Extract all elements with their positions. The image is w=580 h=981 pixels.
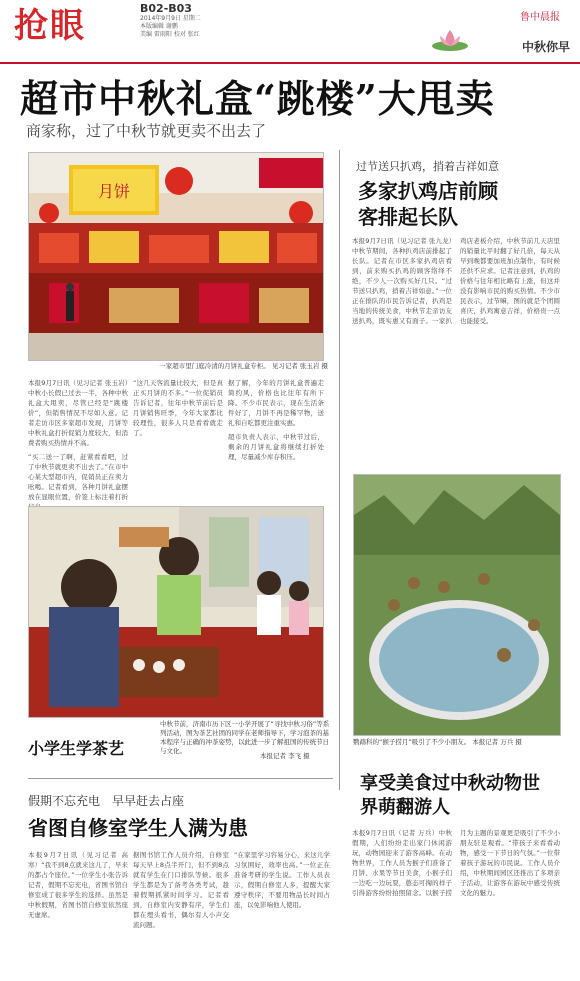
library-title: 省图自修室学生人满为患 — [28, 816, 248, 840]
lead-body-column-3 — [228, 378, 324, 500]
lead-paragraph-3: “这几天客流量比较大，但是真正买月饼的不多。”一位促销员告诉记者，往年中秋节前后是月饼销售旺季，今年大家都比较理性，很多人只是看看就走了。 — [133, 379, 223, 437]
lead-body-column-1 — [28, 378, 128, 500]
lead-subhead: 商家称，过了中秋节就更卖不出去了 — [26, 122, 267, 140]
svg-text:月饼: 月饼 — [97, 182, 131, 201]
lead-body-column-2 — [133, 378, 223, 500]
lead-headline: 超市中秋礼盒“跳楼”大甩卖 — [20, 76, 495, 121]
lotus-decoration-icon — [430, 26, 470, 52]
monkey-title: 享受美食过中秋动物世界萌翻游人 — [360, 773, 540, 818]
library-body-column-2: 据图书馆工作人员介绍，自修室每天早上8点半开门，但不到8点就有学生在门口排队等候。很多学生都是为了备考各类考试，趁着假期抓紧时间学习。记者看到，自修室内安静有序，学生们都在埋头看书，偶尔有人小声交流问题。 — [133, 851, 229, 929]
lead-paragraph-5: 超市负责人表示，中秋节过后，剩余的月饼礼盒将继续打折处理，尽量减少库存积压。 — [228, 433, 324, 461]
library-body-column-1: 本报9月7日讯（见习记者 高寒）“我不到8点就来这儿了，早来的都占个座位。”一位学生小张告诉记者，假期不忘充电，省图书馆自修室成了很多学生的选择。虽然是中秋假期，省图书馆自修室依然座无虚席。 — [28, 851, 128, 919]
chicken-kicker: 过节送只扒鸡，捎着吉祥如意 — [356, 160, 499, 173]
page-range: B02-B03 — [140, 2, 192, 15]
library-kicker: 假期不忘充电 早早赶去占座 — [28, 794, 185, 808]
library-body-column-3: “在家里学习容易分心，来这儿学习氛围好，效率也高。”一位正在准备考研的学生说。工作人员表示，假期自修室人多，提醒大家遵守秩序，不要用物品长时间占座，以免影响他人使用。 — [234, 851, 330, 909]
tea-title: 小学生学茶艺 — [28, 739, 125, 758]
monkey-caption: 鹦鹉科的“猴子捞月”吸引了不少小朋友。 本报记者 万兵 摄 — [353, 738, 522, 746]
lead-paragraph-2: “买二送一了啊，赶紧看看吧，过了中秋节就更卖不出去了。”在市中心某大型超市内，促销员正在卖力吆喝。记者看到，各种月饼礼盒摆放在显眼位置，价签上标注着打折 — [28, 453, 128, 501]
masthead-rule — [0, 62, 580, 64]
masthead-info — [140, 2, 240, 36]
section-logo: 抢眼 — [14, 6, 86, 46]
issue-date: 2014年9月9日 星期二 — [140, 15, 201, 22]
chicken-body: 本报9月7日讯（见习记者 张九龙）中秋节期间，各种扒鸡店前排起了长队。记者在市区多家扒鸡店看到，前来购买扒鸡的顾客络绎不绝，不少人一次购买好几只。“过节送只扒鸡，捎着吉祥如意。”一位正在排队的市民告诉记者，扒鸡是当地的传统美食，中秋节走亲访友送扒鸡，既实惠又有面子。一家扒鸡店老板介绍，中秋节前几天店里的销量比平时翻了好几倍，每天从早到晚都要加班加点制作，有时候还供不应求。记者注意到，扒鸡的价格与往年相比略有上涨，但这并没有影响市民的购买热情。不少市民表示，过节嘛，图的就是个团圆喜庆，扒鸡寓意吉祥，价格贵一点也能接受。 — [352, 237, 560, 325]
chicken-title: 多家扒鸡店前顾客排起长队 — [358, 179, 498, 229]
section-divider — [28, 778, 333, 779]
lead-paragraph-1: 本报9月7日讯（见习记者 张玉岩）中秋小长假已过去一半，各种中秋礼盒大甩卖，尽管已经是“跳楼价”，但销售情况不尽如人意。记者走访市区多家超市发现，月饼等中秋礼盒打折促销力度较大，但消费者购买热情并不高。 — [28, 379, 128, 447]
editor-credit: 本版编辑 谢鹏 — [140, 23, 178, 30]
tea-credit: 本报记者 李飞 摄 — [260, 752, 310, 760]
lead-paragraph-4: 据了解，今年的月饼礼盒普遍走简约风，价格也比往年有所下降。不少市民表示，现在生活条件好了，月饼不再是稀罕物，送礼和自吃都更注重实惠。 — [228, 379, 324, 427]
column-divider — [339, 150, 340, 790]
monkey-photo — [353, 474, 561, 736]
column-title: 中秋你早 — [521, 40, 570, 54]
supermarket-photo-caption: 一家超市里门庭冷清的月饼礼盒专柜。 见习记者 张玉岩 摄 — [159, 362, 328, 370]
supermarket-photo — [28, 152, 324, 361]
design-credit: 美编 雷雨阳 校对 张红 — [140, 31, 200, 38]
newspaper-brand: 鲁中晨报 — [520, 12, 560, 23]
tea-caption: 中秋节前，济南市历下区一小学开展了“寻找中秋习俗”等系列活动，图为茶艺社团的同学在老师指导下，学习泡茶的基本程序与正确的冲茶姿势，以此进一步了解祖国的传统节日与文化。 — [160, 720, 330, 755]
tea-art-photo — [28, 506, 324, 718]
monkey-body: 本报9月7日讯（记者 万兵）中秋假期，人们纷纷走出家门休闲游玩，动物园迎来了游客高峰。在动物世界，工作人员为猴子们准备了月饼、水果等节日美食，小猴子们一边吃一边玩耍，憨态可掬的样子引得游客纷纷拍照留念。以猴子捞月为主题的景观更是吸引了不少小朋友驻足观看。“带孩子来看看动物，感受一下节日的气氛。”一位带着孩子游玩的市民说。工作人员介绍，中秋期间园区还推出了多项亲子活动，让游客在游玩中感受传统文化的魅力。 — [352, 829, 560, 897]
